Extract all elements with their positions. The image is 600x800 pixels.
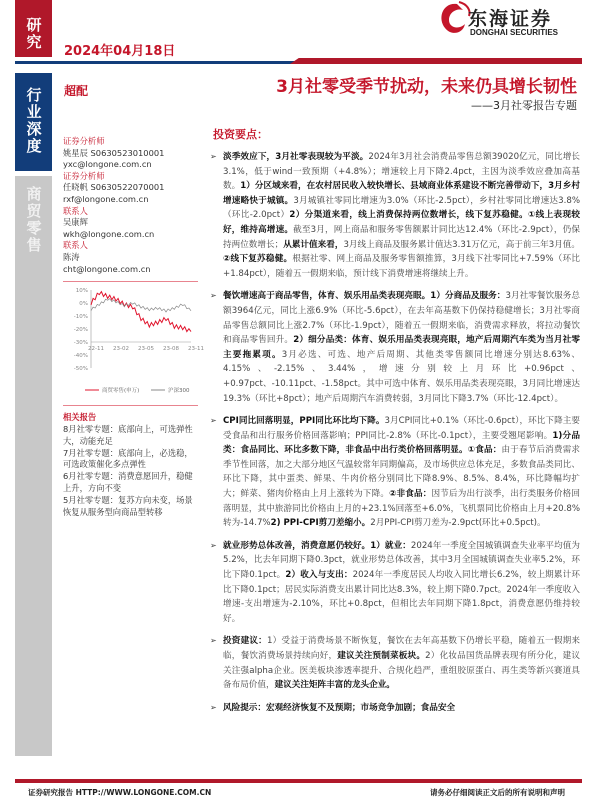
key-point-highlight: 2）分渠道来看，线上消费保持两位数增长，线下复苏稳健。①线上表现较好，维持高增速。 <box>223 210 580 235</box>
footer-disclaimer: 请务必仔细阅读正文后的所有说明和声明 <box>430 788 565 797</box>
key-point-paragraph <box>208 289 580 406</box>
legend-label: 商贸零售(申万) <box>102 388 140 395</box>
y-tick-label: -50% <box>73 366 88 373</box>
analyst-role: 联系人 <box>63 240 88 251</box>
tag-sector-label: 商贸零售 <box>24 186 43 254</box>
key-point-text: 3月线上商品及服务累计值达3.31万亿元，高于前三年3月值。 <box>343 239 580 250</box>
report-title: 3月社零受季节扰动，未来仍具增长韧性 <box>276 77 577 97</box>
divider <box>63 281 198 282</box>
logo-text-en: DONGHAI SECURITIES <box>470 28 559 37</box>
key-point-text: 2月PPI-CPI剪刀差为-2.9pct(环比+0.5pct)。 <box>370 518 546 529</box>
bullet-arrow-icon: ➢ <box>210 152 217 161</box>
key-point-text: 2024年一季度居民人均收入同比增长6.2%，较上期累计环比下降0.1pct；居民实际消费支出累计同比达8.3%，较上期下降0.7pct。2024年一季度收入增速-支出增速为-2.10%，环比+0.8pct，但相比去年同期下降1.8pct，消费意愿仍维持较好。 <box>223 570 580 624</box>
key-point-text: 3月城镇社零同比增速为3.0%（环比-2.5pct），乡村社零同比增速达3.8%（环比-2.0pct） <box>223 195 580 221</box>
key-point-highlight: 2）收入与支出： <box>285 570 353 581</box>
y-tick-label: -20% <box>73 327 88 334</box>
key-point-text: 截至3月，网上商品和服务零售额累计同比达12.4%（环比-2.9pct），仍保持两位数增长； <box>223 224 580 250</box>
key-point-paragraph <box>208 150 580 281</box>
key-point-text: 由于春节后消费需求季节性回落，加之大部分地区气温较常年同期偏高，及市场供应总体充足，多数食品类同比、环比下降，其中蛋类、鲜果、牛肉价格分别同比下降8.9%、8.5%、8.4%，环比降幅均扩大；鲜菜、猪肉价格由上月上涨转为下降。 <box>223 445 580 500</box>
x-tick-label: 23-11 <box>188 346 204 353</box>
analyst-name: 任晓帆 S0630522070001 <box>63 182 165 193</box>
key-point-highlight: 淡季效应下，3月社零表现较为平淡。 <box>223 152 369 162</box>
key-point-text: 3月CPI同比+0.1%（环比-0.6pct），环比下降主要受食品和出行服务价格回落影响；PPI同比-2.8%（环比-0.1pct），主要受翘尾影响。 <box>223 416 580 441</box>
x-tick-label: 23-08 <box>163 346 179 353</box>
key-point-highlight: 就业形势总体改善，消费意愿仍较好。1）就业： <box>223 540 411 551</box>
analyst-email: cht@longone.com.cn <box>63 263 151 274</box>
key-point-text: 因节后为出行淡季，出行类服务价格回落明显，其中旅游同比价格由上月的+23.1%回落至+6.0%，飞机票同比价格由上月+20.8%转为-14.7% <box>223 489 580 529</box>
key-point-highlight: CPI同比回落明显，PPI同比环比均下降。 <box>223 416 385 427</box>
key-point-text: 3月社零餐饮服务总额3964亿元，同比上涨6.9%（环比-5.6pct），在去年高基数下仍保持稳健增长；3月社零商品零售总额同比上涨2.7%（环比-1.9pct），随着五一假期来临，消费需求释放，将拉动餐饮和商品零售回升。 <box>223 291 581 346</box>
key-point-highlight: 风险提示：宏观经济恢复不及预期；市场竞争加剧；食品安全 <box>223 702 456 713</box>
footer-divider <box>15 779 582 783</box>
analyst-email: yxc@longone.com.cn <box>63 159 152 170</box>
related-report-item: 7月社零专题：底部向上，必选稳，可选政策催化多点弹性 <box>63 447 193 470</box>
divider <box>63 405 198 406</box>
performance-chart <box>63 284 204 399</box>
x-tick-label: 23-05 <box>138 346 154 353</box>
key-point-paragraph <box>208 414 580 531</box>
y-tick-label: -30% <box>73 340 88 347</box>
x-tick-label: 22-11 <box>88 346 104 353</box>
header-divider-red <box>290 58 582 64</box>
y-tick-label: 0% <box>79 301 88 308</box>
key-points-heading: 投资要点： <box>213 128 268 141</box>
bullet-arrow-icon: ➢ <box>210 291 217 301</box>
analyst-name: 吴康辉 <box>63 217 88 228</box>
report-subtitle: ——3月社零报告专题 <box>471 99 577 112</box>
key-point-highlight: 从累计值来看， <box>283 239 344 250</box>
analyst-email: wkh@longone.com.cn <box>63 228 155 239</box>
related-reports <box>63 412 198 518</box>
related-report-item: 5月社零专题：复苏方向未变，场景恢复从服务型向商品型转移 <box>63 494 193 517</box>
key-point-highlight: 餐饮增速高于商品零售，体育、娱乐用品类表现亮眼。1）分商品及服务： <box>223 291 506 302</box>
analyst-name: 姚星辰 S0630523010001 <box>63 147 165 158</box>
analyst-name: 陈涛 <box>63 251 80 262</box>
key-point-paragraph <box>208 701 580 716</box>
key-point-highlight: 建议关注预制菜板块。 <box>337 651 426 661</box>
related-report-item: 6月社零专题：消费意愿回升，稳健上升，方向不变 <box>63 471 193 493</box>
key-point-paragraph <box>208 539 580 627</box>
x-tick-label: 23-02 <box>113 346 129 353</box>
bullet-arrow-icon: ➢ <box>210 540 217 550</box>
key-point-highlight: 2) PPI-CPI剪刀差缩小。 <box>270 518 371 529</box>
key-point-paragraph <box>208 634 580 692</box>
key-point-highlight: 1）分区域来看，在农村居民收入较快增长、县域商业体系建设不断完善带动下，3月乡村增速略快于城镇。 <box>223 181 580 206</box>
key-point-highlight: 1)分品类：食品同比、环比多数下降，非食品中出行类价格回落明显。①食品： <box>223 430 580 456</box>
analyst-role: 联系人 <box>63 205 88 216</box>
tag-sector <box>15 176 52 756</box>
logo-text-cn: 东海证券 <box>468 8 553 30</box>
related-reports-heading: 相关报告 <box>63 412 97 423</box>
key-point-text: 2024年3月社会消费品零售总额39020亿元，同比增长3.1%，低于wind一致预期（+4.8%）；增速较上月下降2.4pct，主因为淡季效应叠加高基数。 <box>223 152 580 192</box>
key-points-body <box>208 150 580 723</box>
left-column <box>63 136 204 518</box>
related-report-item: 8月社零专题：底部向上，可选弹性大，动能充足 <box>63 423 193 446</box>
key-point-highlight: ②线下复苏稳健。 <box>223 254 293 265</box>
bullet-arrow-icon: ➢ <box>210 636 217 646</box>
key-point-highlight: 建议关注矩阵丰富的龙头企业。 <box>274 680 395 691</box>
key-point-text: 根据社零、网上商品及服务零售额推算，3月线下社零同比+7.59%（环比+1.84pct），随着五一假期来临，预计线下消费增速将继续上升。 <box>223 254 580 279</box>
key-point-text: 2024年一季度全国城镇调查失业率平均值为5.2%，比去年同期下降0.3pct，就业形势总体改善，其中3月全国城镇调查失业率5.2%，环比下降0.1pct。 <box>223 540 580 581</box>
analyst-email: rxf@longone.com.cn <box>63 193 149 204</box>
bullet-arrow-icon: ➢ <box>210 702 217 712</box>
series-line-csi300 <box>91 299 191 312</box>
tag-research <box>15 0 52 57</box>
bullet-arrow-icon: ➢ <box>210 416 217 426</box>
tag-research-label: 研究 <box>24 17 43 51</box>
report-date: 2024年04月18日 <box>64 44 176 59</box>
series-line-retail <box>91 292 191 332</box>
header-divider-blue <box>15 61 295 64</box>
key-point-highlight: 2）细分品类：体育、娱乐用品类表现亮眼，地产后周期汽车类为当月社零主要拖累项。 <box>223 335 580 360</box>
key-point-highlight: ②非食品： <box>389 489 432 500</box>
key-point-text: 1）受益于消费场景不断恢复，餐饮在去年高基数下仍增长平稳，随着五一假期来临，餐饮消费场景持续向好， <box>223 636 580 661</box>
rating: 超配 <box>64 84 89 98</box>
y-tick-label: -10% <box>73 314 88 321</box>
tag-industry-depth <box>15 73 52 171</box>
y-tick-label: -40% <box>73 353 88 360</box>
y-tick-label: 10% <box>75 288 88 295</box>
key-point-text: 3月必选、可选、地产后周期、其他类零售额同比增速分别达8.63%、4.15%、-2.15%、3.44%，增速分别较上月环比+0.96pct、+0.97pct、-10.11pct、-1.58pct。其中可选中体育、娱乐用品类表现亮眼，3月同比增速达19.3%（环比+8pct）；地产后周期汽车消费转弱，3月同比下降3.7%（环比-12.4pct）。 <box>223 349 580 404</box>
legend-label: 沪深300 <box>168 388 190 395</box>
analyst-role: 证券分析师 <box>63 136 105 146</box>
footer-website: 证券研究报告 HTTP://WWW.LONGONE.COM.CN <box>28 788 212 797</box>
key-point-text: 2）化妆品国货品牌表现有所分化，建议关注强alpha企业。医美板块渗透率提升、合规化趋严，重组胶原蛋白、再生类等新兴赛道具备布局价值， <box>223 651 580 691</box>
analyst-role: 证券分析师 <box>63 170 105 181</box>
key-point-highlight: 投资建议： <box>223 636 267 647</box>
analyst-list <box>63 136 198 275</box>
tag-industry-depth-label: 行业深度 <box>24 87 43 155</box>
